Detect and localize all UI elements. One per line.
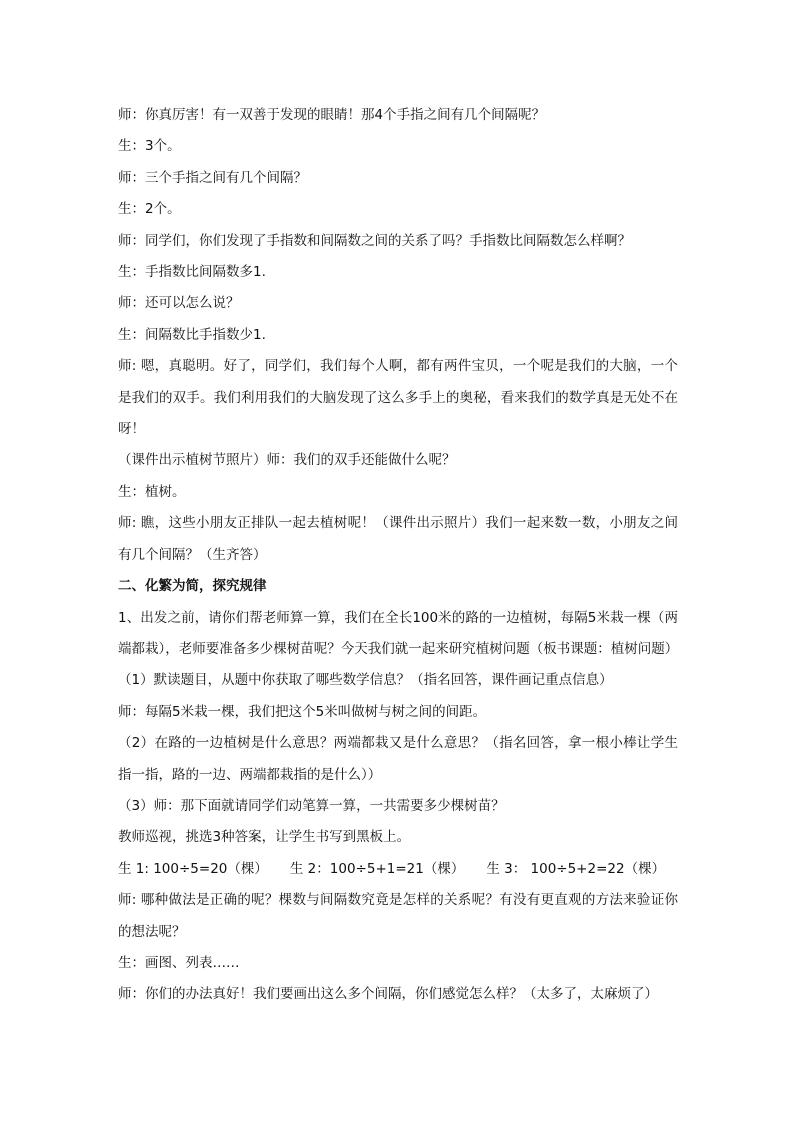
- dialogue-line: 生：手指数比间隔数多1.: [118, 264, 266, 281]
- dialogue-line: 师：你真厉害！有一双善于发现的眼睛！那4个手指之间有几个间隔呢？: [118, 107, 546, 123]
- dialogue-line: 师：你们的办法真好！我们要画出这么多个间隔，你们感觉怎么样？（太多了，太麻烦了）: [118, 986, 658, 1003]
- section-heading: 二、化繁为简，探究规律: [118, 578, 267, 595]
- dialogue-line: 生：植树。: [118, 483, 186, 500]
- dialogue-paragraph: 师: 瞧，这些小朋友正排队一起去植树呢！（课件出示照片）我们一起来数一数，小朋友之间有几个间隔？（生齐答）: [118, 515, 678, 563]
- problem-statement: 1、出发之前，请你们帮老师算一算，我们在全长100米的路的一边植树，每隔5米栽一棵（两端都栽），老师要准备多少棵树苗呢？今天我们就一起来研究植树问题（板书课题：植树问题）: [118, 609, 678, 657]
- dialogue-line: 教师巡视，挑选3种答案，让学生书写到黑板上。: [118, 829, 411, 846]
- dialogue-line: 师：同学们，你们发现了手指数和间隔数之间的关系了吗？手指数比间隔数怎么样啊？: [118, 232, 631, 249]
- dialogue-line: 生：间隔数比手指数少1.: [118, 326, 266, 343]
- dialogue-line: 生：3个。: [118, 138, 181, 155]
- dialogue-line: 生：2个。: [118, 201, 181, 218]
- step-paragraph: （2）在路的一边植树是什么意思？两端都栽又是什么意思？（指名回答，拿一根小棒让学生指一指，路的一边、两端都栽指的是什么））: [118, 735, 678, 783]
- dialogue-line: 师：还可以怎么说？: [118, 295, 240, 312]
- dialogue-line: 师：三个手指之间有几个间隔？: [118, 169, 307, 186]
- student-answers-row: [118, 854, 678, 885]
- student-answer-1: 生 1: 100÷5=20（棵）: [118, 860, 268, 877]
- step-line: （1）默读题目，从题中你获取了哪些数学信息？（指名回答，课件画记重点信息）: [118, 672, 613, 689]
- student-answer-3: 生 3： 100÷5+2=22（棵）: [486, 860, 666, 877]
- dialogue-line: （课件出示植树节照片）师：我们的双手还能做什么呢？: [118, 452, 456, 469]
- dialogue-line: 生：画图、列表……: [118, 954, 240, 971]
- dialogue-line: 师：每隔5米栽一棵，我们把这个5米叫做树与树之间的间距。: [118, 703, 487, 720]
- step-line: （3）师：那下面就请同学们动笔算一算，一共需要多少棵树苗？: [118, 797, 505, 814]
- document-page: [118, 100, 678, 1011]
- dialogue-paragraph: 师: 嗯，真聪明。好了，同学们，我们每个人啊，都有两件宝贝，一个呢是我们的大脑，一个是我们的双手。我们利用我们的大脑发现了这么多手上的奥秘，看来我们的数学真是无处不在呀！: [118, 358, 678, 438]
- dialogue-paragraph: 师: 哪种做法是正确的呢？棵数与间隔数究竟是怎样的关系呢？有没有更直观的方法来验证你的想法呢？: [118, 892, 678, 940]
- student-answer-2: 生 2：100÷5+1=21（棵）: [289, 860, 465, 877]
